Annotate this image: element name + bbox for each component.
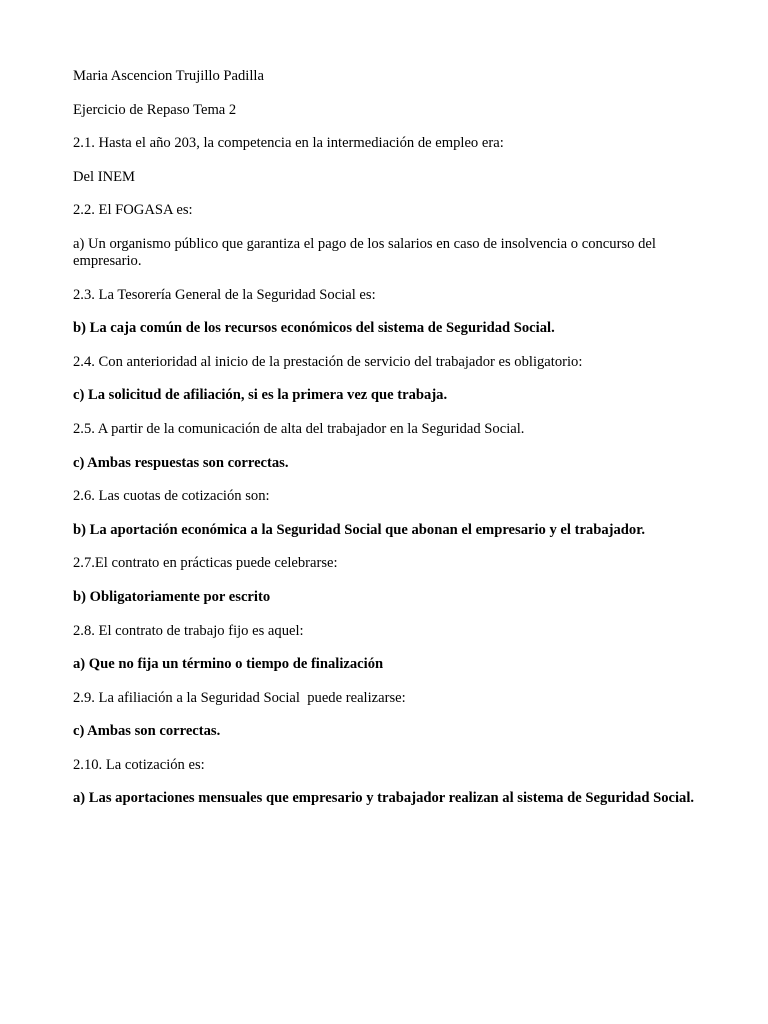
question-paragraph: 2.4. Con anterioridad al inicio de la prestación de servicio del trabajador es obligatorio:: [73, 353, 583, 370]
answer-paragraph: b) La caja común de los recursos económicos del sistema de Seguridad Social.: [73, 320, 555, 337]
question-paragraph: Del INEM: [73, 168, 136, 185]
answer-paragraph: b) La aportación económica a la Seguridad Social que abonan el empresario y el trabajador.: [73, 521, 645, 538]
question-paragraph: 2.10. La cotización es:: [73, 756, 205, 773]
question-paragraph: 2.7.El contrato en prácticas puede celebrarse:: [73, 555, 338, 572]
answer-paragraph: a) Que no fija un término o tiempo de finalización: [73, 656, 384, 673]
question-paragraph: 2.2. El FOGASA es:: [73, 202, 193, 219]
question-paragraph: 2.9. La afiliación a la Seguridad Social puede realizarse:: [73, 689, 406, 706]
question-paragraph: 2.1. Hasta el año 203, la competencia en la intermediación de empleo era:: [73, 135, 504, 152]
author-name: Maria Ascencion Trujillo Padilla: [73, 68, 264, 84]
paragraph-list: [73, 135, 703, 807]
document-title: Ejercicio de Repaso Tema 2: [73, 101, 237, 118]
question-paragraph: 2.3. La Tesorería General de la Seguridad Social es:: [73, 286, 376, 303]
question-paragraph: 2.6. Las cuotas de cotización son:: [73, 488, 270, 505]
answer-paragraph: b) Obligatoriamente por escrito: [73, 588, 271, 605]
question-paragraph: a) Un organismo público que garantiza el pago de los salarios en caso de insolvencia o concurso del empresario.: [73, 235, 660, 269]
answer-paragraph: c) Ambas respuestas son correctas.: [73, 454, 289, 471]
answer-paragraph: c) Ambas son correctas.: [73, 723, 221, 740]
document-body: [73, 68, 703, 824]
answer-paragraph: a) Las aportaciones mensuales que empresario y trabajador realizan al sistema de Seguridad Social.: [73, 790, 695, 807]
question-paragraph: 2.5. A partir de la comunicación de alta del trabajador en la Seguridad Social.: [73, 420, 525, 437]
answer-paragraph: c) La solicitud de afiliación, si es la primera vez que trabaja.: [73, 387, 448, 404]
question-paragraph: 2.8. El contrato de trabajo fijo es aquel:: [73, 622, 304, 639]
